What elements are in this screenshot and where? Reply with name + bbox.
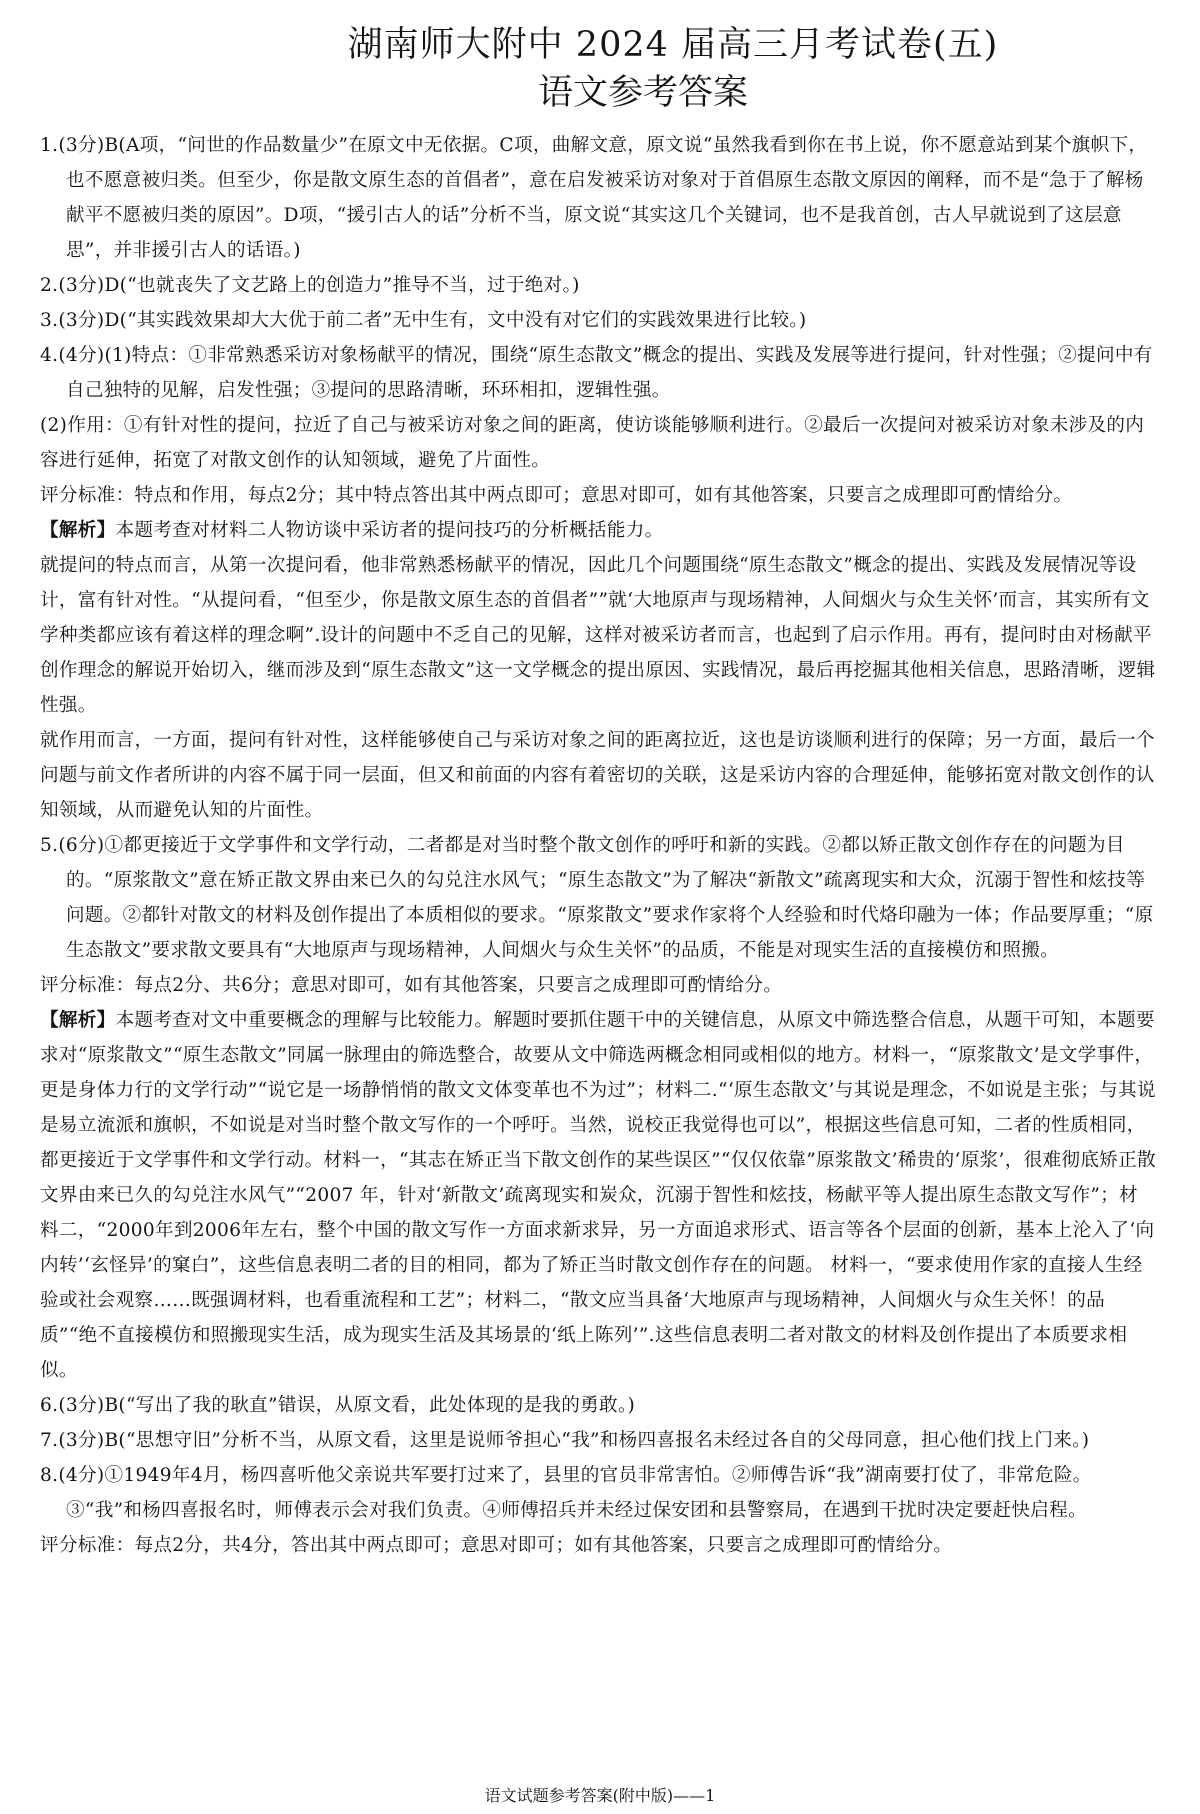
answer-q5-analysis	[40, 1003, 1156, 1388]
answer-q3: 3.(3分)D(“其实践效果却大大优于前二者”无中生有，文中没有对它们的实践效果进行比较。)	[40, 310, 807, 331]
analysis-label: 【解析】	[40, 520, 116, 541]
answer-q5: 5.(6分)①都更接近于文学事件和文学行动，二者都是对当时整个散文创作的呼吁和新的实践。②都以矫正散文创作存在的问题为目的。“原浆散文”意在矫正散文界由来已久的勾兑注水风气；“原生态散文”为了解决“新散文”疏离现实和大众，沉溺于智性和炫技等问题。②都针对散文的材料及创作提出了本质相似的要求。“原浆散文”要求作家将个人经验和时代烙印融为一体；作品要厚重；“原生态散文”要求散文要具有“大地原声与现场精神，人间烟火与众生关怀”的品质，不能是对现实生活的直接模仿和照搬。	[40, 835, 1154, 961]
answer-q7: 7.(3分)B(“思想守旧”分析不当，从原文看，这里是说师爷担心“我”和杨四喜报名未经过各自的父母同意，担心他们找上门来。)	[40, 1430, 1090, 1451]
answer-q2: 2.(3分)D(“也就丧失了文艺路上的创造力”推导不当，过于绝对。)	[40, 275, 580, 296]
answer-q1: 1.(3分)B(A项，“问世的作品数量少”在原文中无依据。C项，曲解文意，原文说“虽然我看到你在书上说，你不愿意站到某个旗帜下，也不愿意被归类。但至少，你是散文原生态的首倡者”，意在启发被采访对象对于首倡原生态散文原因的阐释，而不是“急于了解杨献平不愿被归类的原因”。D项，“援引古人的话”分析不当，原文说“其实这几个关键词，也不是我首创，古人早就说到了这层意思”，并非援引古人的话语。)	[40, 135, 1148, 261]
answer-q4-part1: 4.(4分)(1)特点：①非常熟悉采访对象杨献平的情况，围绕“原生态散文”概念的提出、实践及发展等进行提问，针对性强；②提问中有自己独特的见解，启发性强；③提问的思路清晰，环环相扣，逻辑性强。	[40, 345, 1153, 401]
page-title: 湖南师大附中 2024 届高三月考试卷(五)	[347, 25, 999, 65]
answer-q8: 8.(4分)①1949年4月，杨四喜听他父亲说共军要打过来了，县里的官员非常害怕。②师傅告诉“我”湖南要打仗了，非常危险。③“我”和杨四喜报名时，师傅表示会对我们负责。④师傅招兵并未经过保安团和县警察局，在遇到干扰时决定要赶快启程。	[40, 1465, 1092, 1521]
answer-q8-scoring: 评分标准：每点2分，共4分，答出其中两点即可；意思对即可；如有其他答案，只要言之成理即可酌情给分。	[40, 1535, 953, 1556]
answer-content	[40, 128, 1156, 1563]
page-footer: 语文试题参考答案(附中版)——1	[484, 1786, 716, 1805]
analysis-text: 本题考查对文中重要概念的理解与比较能力。解题时要抓住题干中的关键信息，从原文中筛选整合信息，从题干可知，本题要求对“原浆散文”“原生态散文”同属一脉理由的筛选整合，故要从文中筛选两概念相同或相似的地方。材料一，“原浆散文’是文学事件，更是身体力行的文学行动”“说它是一场静悄悄的散文文体变革也不为过”；材料二.“‘原生态散文’与其说是理念，不如说是主张；与其说是易立流派和旗帜，不如说是对当时整个散文写作的一个呼吁。当然，说校正我觉得也可以”，根据这些信息可知，二者的性质相同，都更接近于文学事件和文学行动。材料一，“其志在矫正当下散文创作的某些误区”“仅仅依靠”原浆散文’稀贵的‘原浆’，很难彻底矫正散文界由来已久的勾兑注水风气”“2007 年，针对‘新散文’疏离现实和炭众，沉溺于智性和炫技，杨献平等人提出原生态散文写作”；材料二，“2000年到2006年左右，整个中国的散文写作一方面求新求异，另一方面追求形式、语言等各个层面的创新，基本上沦入了‘向内转’‘玄怪异’的窠白”，这些信息表明二者的目的相同，都为了矫正当时散文创作存在的问题。 材料一，“要求使用作家的直接人生经验或社会观察……既强调材料，也看重流程和工艺”；材料二，“散文应当具备‘大地原声与现场精神，人间烟火与众生关怀！的品质”“绝不直接模仿和照搬现实生活，成为现实生活及其场景的‘纸上陈列’”.这些信息表明二者对散文的材料及创作提出了本质要求相似。	[40, 1010, 1156, 1381]
answer-q4-analysis-effect: 就作用而言，一方面，提问有针对性，这样能够使自己与采访对象之间的距离拉近，这也是访谈顺利进行的保障；另一方面，最后一个问题与前文作者所讲的内容不属于同一层面，但又和前面的内容有着密切的关联，这是采访内容的合理延伸，能够拓宽对散文创作的认知领域，从而避免认知的片面性。	[40, 730, 1155, 821]
answer-q4-analysis-features: 就提问的特点而言，从第一次提问看，他非常熟悉杨献平的情况，因此几个问题围绕“原生态散文”概念的提出、实践及发展情况等设计，富有针对性。“从提问看，“但至少，你是散文原生态的首倡者””就‘大地原声与现场精神，人间烟火与众生关怀’而言，其实所有文学种类都应该有着这样的理念啊”.设计的问题中不乏自己的见解，这样对被采访者而言，也起到了启示作用。再有，提问时由对杨献平创作理念的解说开始切入，继而涉及到“原生态散文”这一文学概念的提出原因、实践情况，最后再挖掘其他相关信息，思路清晰，逻辑性强。	[40, 555, 1156, 716]
analysis-label: 【解析】	[40, 1010, 116, 1031]
answer-q4-analysis-intro	[40, 513, 1156, 548]
answer-q5-scoring: 评分标准：每点2分、共6分；意思对即可，如有其他答案，只要言之成理即可酌情给分。	[40, 975, 783, 996]
answer-q4-part2: (2)作用：①有针对性的提问，拉近了自己与被采访对象之间的距离，使访谈能够顺利进行。②最后一次提问对被采访对象未涉及的内容进行延伸，拓宽了对散文创作的认知领域，避免了片面性。	[40, 415, 1145, 471]
answer-q6: 6.(3分)B(“写出了我的耿直”错误，从原文看，此处体现的是我的勇敢。)	[40, 1395, 636, 1416]
answer-q4-scoring: 评分标准：特点和作用，每点2分；其中特点答出其中两点即可；意思对即可，如有其他答案，只要言之成理即可酌情给分。	[40, 485, 1073, 506]
analysis-text: 本题考查对材料二人物访谈中采访者的提问技巧的分析概括能力。	[115, 520, 664, 541]
page-subtitle: 语文参考答案	[537, 73, 748, 113]
